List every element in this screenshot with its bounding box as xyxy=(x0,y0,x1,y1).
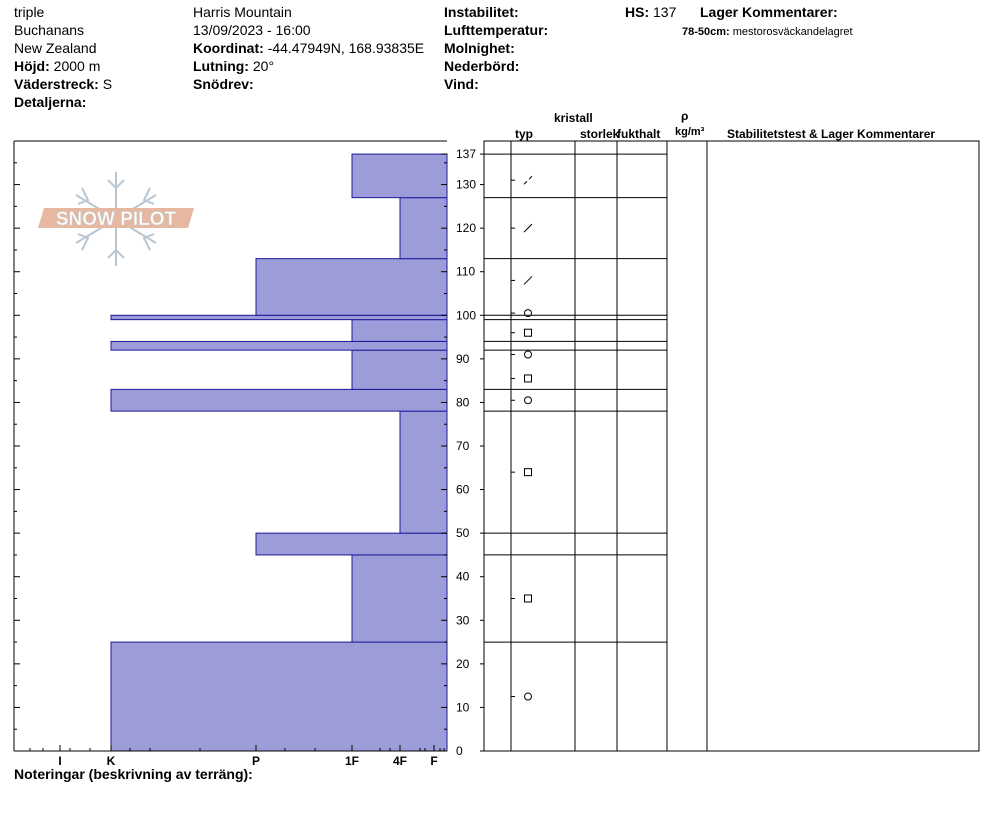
stability-header: Stabilitetstest & Lager Kommentarer xyxy=(727,127,936,141)
hardness-bar xyxy=(111,341,447,350)
hardness-bar xyxy=(400,411,447,533)
hardness-label: F xyxy=(430,754,438,768)
grain-faceted-symbol xyxy=(525,595,532,602)
site-name: triple xyxy=(14,4,45,20)
logo-text: SNOW PILOT xyxy=(55,209,177,230)
grain-fragment-symbol xyxy=(524,181,527,184)
hs-value: 137 xyxy=(653,4,677,20)
height-label: 130 xyxy=(456,177,477,192)
datetime: 13/09/2023 - 16:00 xyxy=(193,22,311,38)
hardness-label: 4F xyxy=(392,754,408,768)
size-header: storlek xyxy=(580,127,620,141)
hardness-label: 1F xyxy=(344,754,360,768)
height-label: 80 xyxy=(456,395,470,410)
grain-rounded-symbol xyxy=(525,693,532,700)
height-label: 40 xyxy=(456,569,470,584)
region: Buchanans xyxy=(14,22,85,38)
elevation-label: Höjd: xyxy=(14,58,50,74)
height-label: 0 xyxy=(456,744,463,758)
wind-label: Vind: xyxy=(444,76,479,92)
grain-faceted-symbol xyxy=(525,469,532,476)
height-label: 120 xyxy=(456,221,477,236)
coordinate-value: -44.47949N, 168.93835E xyxy=(267,40,425,56)
hs-label: HS: xyxy=(625,4,650,20)
height-label: 110 xyxy=(456,264,476,279)
hardness-bar xyxy=(352,320,447,342)
layer-comment-text: mestorosväckandelagret xyxy=(732,26,853,38)
hardness-bar xyxy=(352,154,447,198)
layer-table-frame xyxy=(484,141,979,751)
location: Harris Mountain xyxy=(193,4,292,20)
slope-label: Lutning: xyxy=(193,58,249,74)
height-label: 137 xyxy=(456,147,477,162)
grain-faceted-symbol xyxy=(525,375,532,382)
crystal-header: kristall xyxy=(554,111,593,125)
airtemp-label: Lufttemperatur: xyxy=(444,22,549,38)
country: New Zealand xyxy=(14,40,97,56)
hardness-label: P xyxy=(251,754,261,768)
notes-label: Noteringar (beskrivning av terräng): xyxy=(14,766,253,782)
height-label: 60 xyxy=(456,482,470,497)
hardness-bar xyxy=(256,259,447,316)
hardness-bar xyxy=(111,642,447,751)
grain-fragment-symbol xyxy=(524,224,532,232)
hardness-bar xyxy=(400,198,447,259)
snowpilot-logo xyxy=(38,170,198,275)
moisture-header: fukthalt xyxy=(617,127,661,141)
elevation-value: 2000 m xyxy=(53,58,101,74)
cloud-label: Molnighet: xyxy=(444,40,515,56)
drift-label: Snödrev: xyxy=(193,76,254,92)
precip-label: Nederbörd: xyxy=(444,58,520,74)
instability-label: Instabilitet: xyxy=(444,4,519,20)
height-label: 10 xyxy=(456,700,470,715)
grain-rounded-symbol xyxy=(525,351,532,358)
type-header: typ xyxy=(515,127,533,141)
height-label: 70 xyxy=(456,439,470,453)
hardness-bar xyxy=(352,555,447,642)
grain-fragment-symbol xyxy=(529,176,532,179)
height-label: 50 xyxy=(456,526,470,541)
height-label: 100 xyxy=(456,308,477,323)
hardness-label: K xyxy=(106,754,116,768)
hardness-bar xyxy=(111,315,447,319)
height-label: 30 xyxy=(456,613,470,628)
snowflake-icon xyxy=(38,170,198,270)
details-label: Detaljerna: xyxy=(14,94,87,110)
rho-header: ρ xyxy=(681,109,689,123)
layer-comments-label: Lager Kommentarer: xyxy=(700,4,838,20)
height-label: 90 xyxy=(456,351,470,366)
grain-fragment-symbol xyxy=(524,276,532,284)
coordinate-label: Koordinat: xyxy=(193,40,264,56)
hardness-bar xyxy=(256,533,447,555)
hardness-bar xyxy=(111,389,447,411)
density-unit-header: kg/m³ xyxy=(675,126,705,138)
aspect-label: Väderstreck: xyxy=(14,76,99,92)
height-label: 20 xyxy=(456,656,470,671)
grain-faceted-symbol xyxy=(525,329,532,336)
hardness-bar xyxy=(352,350,447,389)
aspect-value: S xyxy=(102,76,113,92)
slope-value: 20° xyxy=(252,58,275,74)
layer-comment-range: 78-50cm: xyxy=(682,26,730,38)
grain-rounded-symbol xyxy=(525,397,532,404)
hardness-label: I xyxy=(58,754,62,768)
